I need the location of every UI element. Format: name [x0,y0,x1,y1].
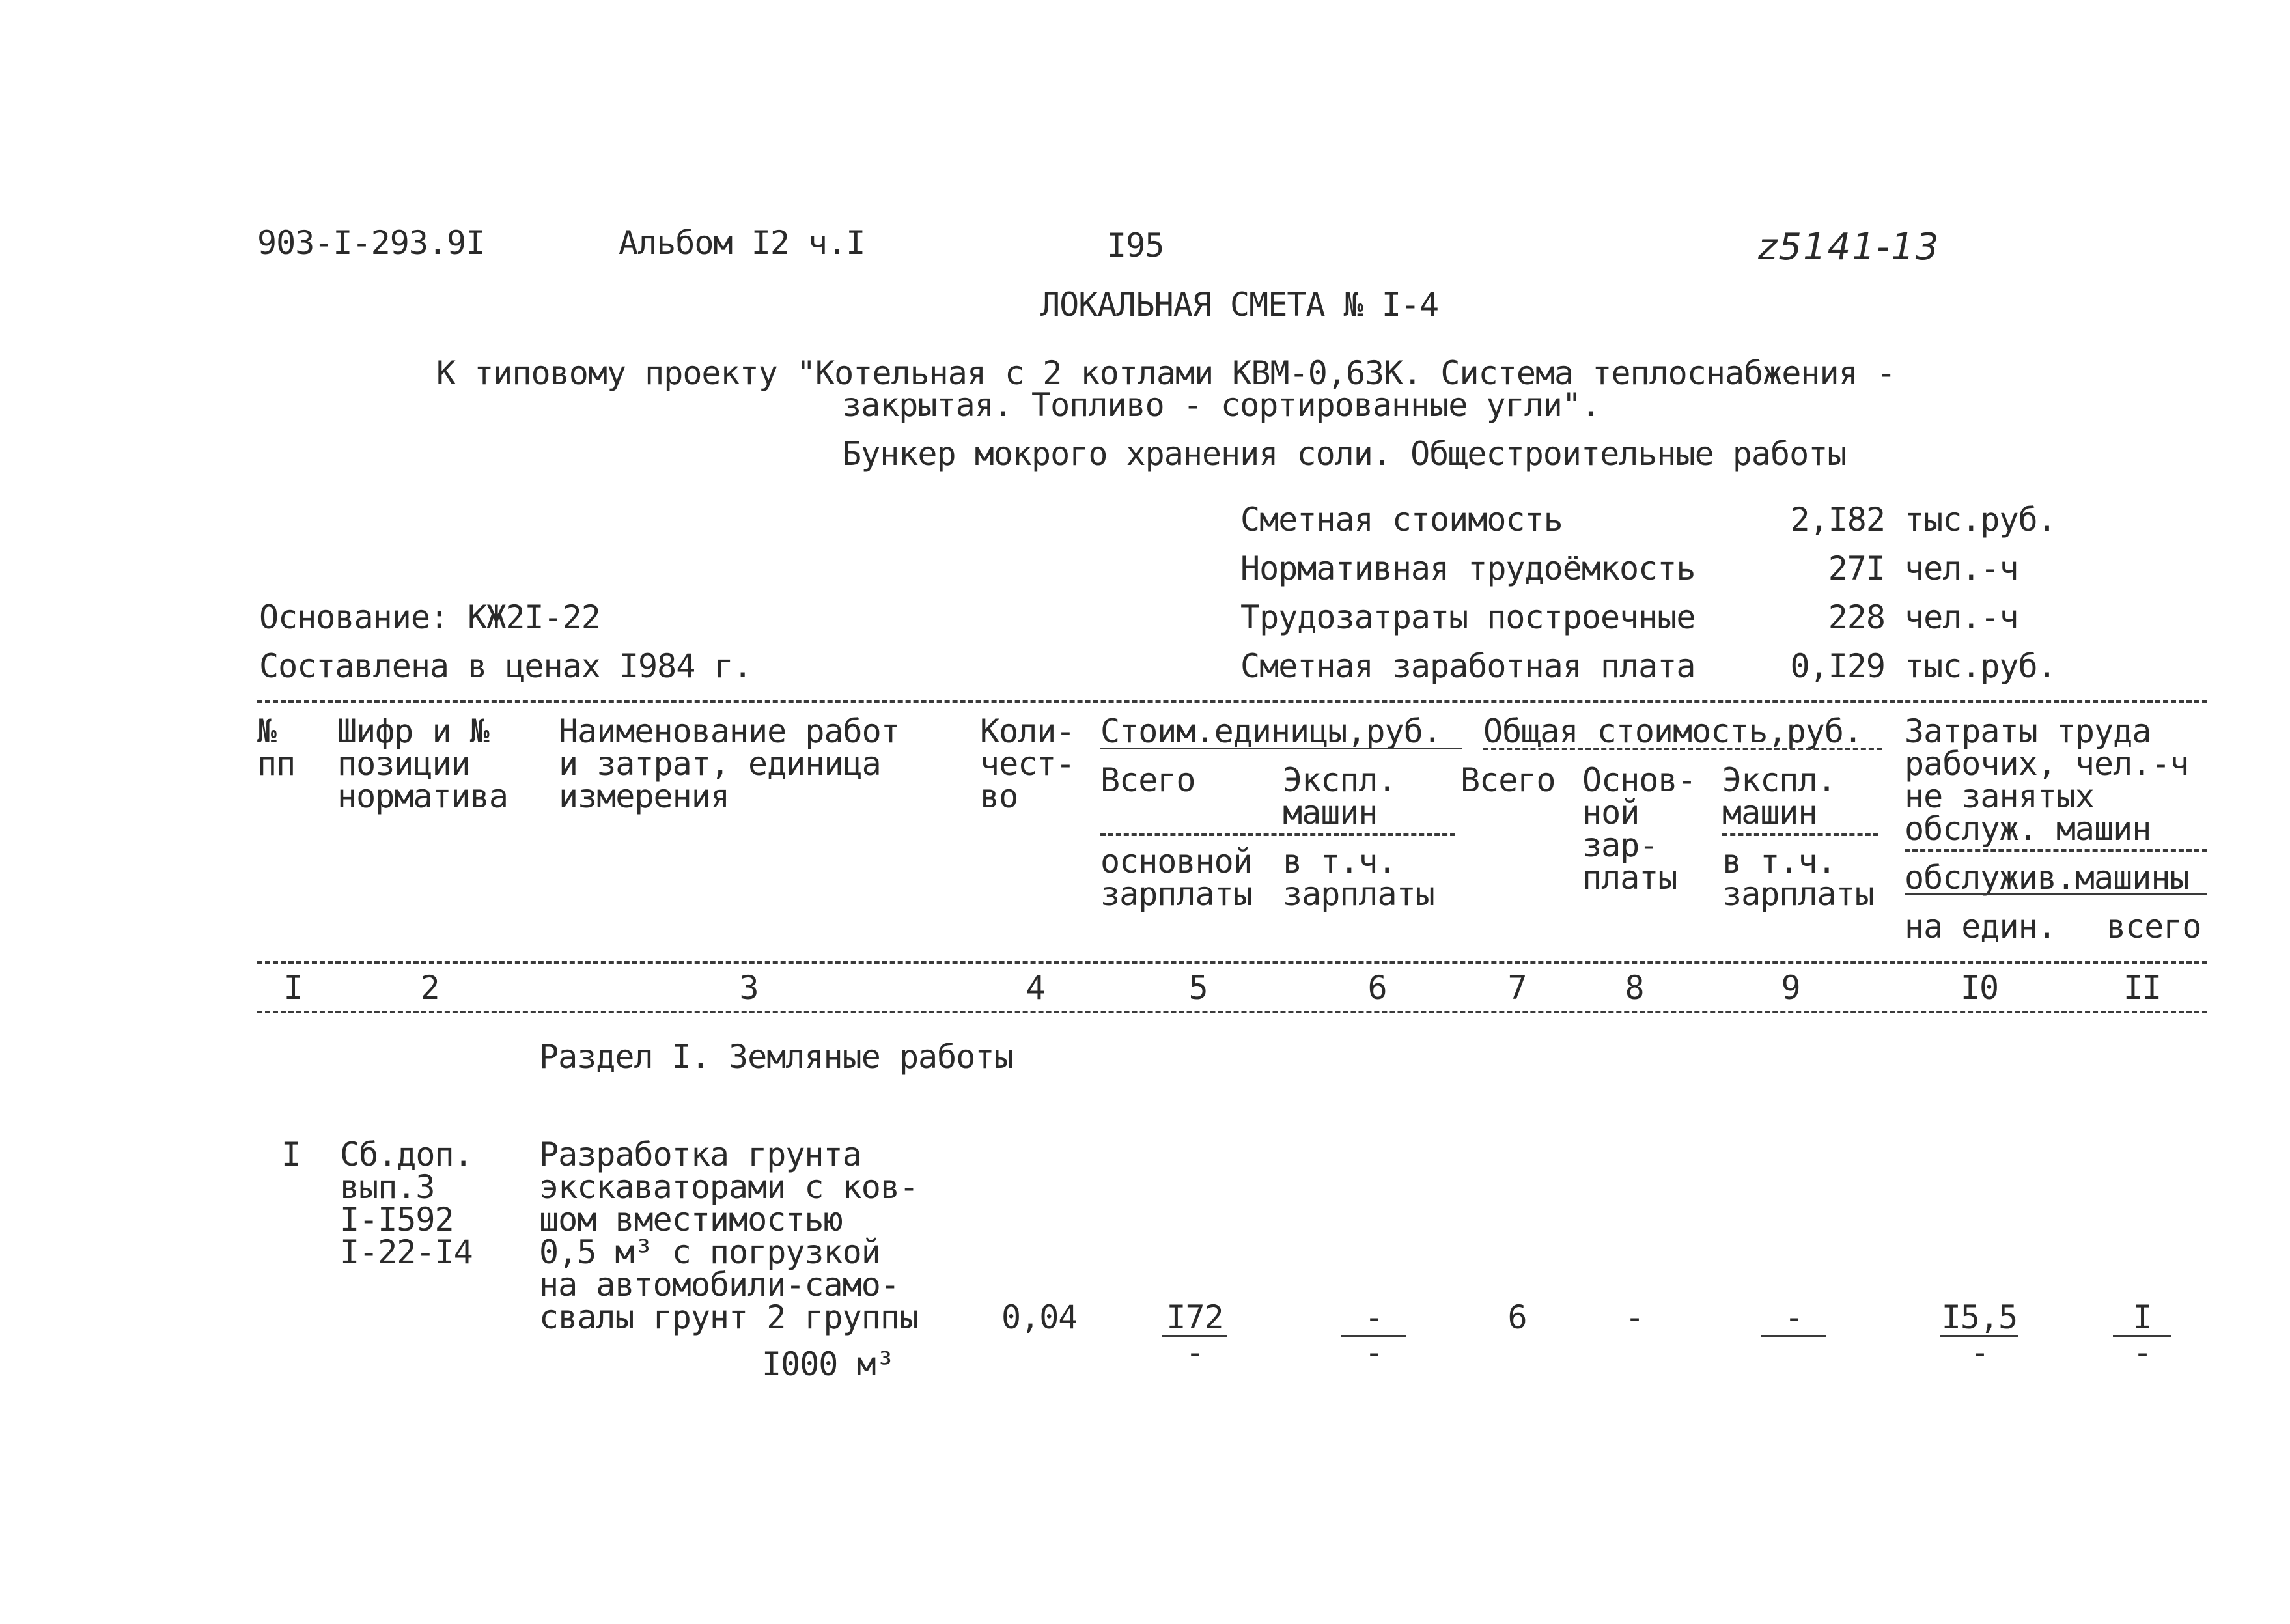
section-title: Раздел I. Земляные работы [539,1038,1013,1076]
column-number: 7 [1507,969,1527,1007]
col-header-unit-wage: основной зарплаты [1100,843,1252,913]
row-unit-machines: - [1364,1298,1384,1336]
table-top-rule [257,700,2207,703]
unit-cost-underline [1100,748,1462,749]
document-code: 903-I-293.9I [257,224,485,262]
project-line-1: К типовому проекту "Котельная с 2 котлами КВМ-0,63К. Система теплоснабжения - [436,354,1895,392]
album-label: Альбом I2 ч.I [619,224,865,262]
compiled-text: Составлена в ценах I984 г. [259,647,752,685]
row-total: 6 [1507,1298,1527,1336]
summary-label: Трудозатраты построечные [1240,598,1696,636]
column-numbers-bottom-rule [257,1011,2207,1013]
summary-value: 228 [1828,598,1885,636]
column-number: II [2123,969,2162,1007]
row-unit: I000 м³ [762,1345,895,1383]
column-numbers-top-rule [257,961,2207,964]
col-header-total-cost: Общая стоимость,руб. [1483,712,1863,750]
column-number: 5 [1188,969,1208,1007]
col-header-labor-serv-machines: обслужив.машины [1905,859,2189,897]
labor-mid-rule [1905,849,2207,852]
total-machines-mid-rule [1722,833,1878,836]
project-line-3: Бункер мокрого хранения соли. Общестроительные работы [842,435,1847,473]
col-header-unit-total: Всего [1100,761,1195,799]
col-header-labor: Затраты труда рабочих, чел.-ч не занятых [1905,712,2189,815]
document-title: ЛОКАЛЬНАЯ СМЕТА № I-4 [1040,286,1439,324]
row-labor-unit-machines: - [1970,1334,1989,1371]
summary-unit: тыс.руб. [1905,501,2056,539]
column-number: 8 [1625,969,1644,1007]
summary-label: Сметная стоимость [1240,501,1563,539]
column-number: 6 [1367,969,1387,1007]
row-quantity: 0,04 [1001,1298,1078,1336]
summary-label: Сметная заработная плата [1240,647,1696,685]
summary-unit: чел.-ч [1905,550,2018,587]
col-header-labor-machines: обслуж. машин [1905,810,2151,848]
col-header-unit-cost: Стоим.единицы,руб. [1100,712,1442,750]
col-header-total-base-wage: Основ- ной зар- платы [1582,761,1696,897]
labor-serv-underline [1905,893,2207,895]
summary-label: Нормативная трудоёмкость [1240,550,1696,587]
row-unit-total-wage: - [1185,1334,1205,1371]
column-number: 3 [739,969,759,1007]
column-number: 2 [420,969,440,1007]
row-description: Разработка грунта экскаваторами с ков- шом вместимостью 0,5 м³ с погрузкой на автомобили-само- свалы грунт 2 группы [539,1136,919,1336]
col-header-code: Шифр и № позиции норматива [337,712,508,815]
project-line-2: закрытая. Топливо - сортированные угли". [842,386,1600,424]
page-number: I95 [1107,227,1164,264]
column-number: 9 [1781,969,1800,1007]
col-header-total-machines: Экспл. машин [1722,761,1836,832]
summary-value: 0,I29 [1790,647,1885,685]
col-header-labor-total: всего [2106,908,2201,945]
column-number: I0 [1960,969,1999,1007]
column-number: 4 [1026,969,1045,1007]
unit-cost-mid-rule [1100,833,1455,836]
basis-text: Основание: КЖ2I-22 [259,598,600,636]
col-header-number: № пп [257,712,296,783]
row-total-base-wage: - [1625,1298,1644,1336]
col-header-unit-machines: Экспл. машин [1283,761,1397,832]
summary-value: 27I [1828,550,1885,587]
col-header-name: Наименование работ и затрат, единица измерения [559,712,900,815]
row-unit-total: I72 [1166,1298,1223,1336]
row-labor-total-machines: - [2132,1334,2152,1371]
row-total-machines: - [1784,1298,1804,1336]
row-labor-total: I [2132,1298,2152,1336]
row-unit-machines-wage: - [1364,1334,1384,1371]
fraction-bar [1761,1335,1826,1337]
summary-unit: тыс.руб. [1905,647,2056,685]
col-header-total-all: Всего [1460,761,1556,799]
col-header-labor-unit: на един. [1905,908,2056,945]
total-cost-underline [1483,748,1882,750]
summary-unit: чел.-ч [1905,598,2018,636]
summary-value: 2,I82 [1790,501,1885,539]
row-code: Сб.доп. вып.3 I-I592 I-22-I4 [340,1136,473,1271]
col-header-unit-machine-wage: в т.ч. зарплаты [1283,843,1434,913]
col-header-total-machine-wage: в т.ч. зарплаты [1722,843,1874,913]
handwritten-code: z5141-13 [1758,226,1940,268]
column-number: I [283,969,303,1007]
row-labor-unit: I5,5 [1941,1298,2018,1336]
row-number: I [281,1136,301,1173]
col-header-quantity: Коли- чест- во [980,712,1075,815]
